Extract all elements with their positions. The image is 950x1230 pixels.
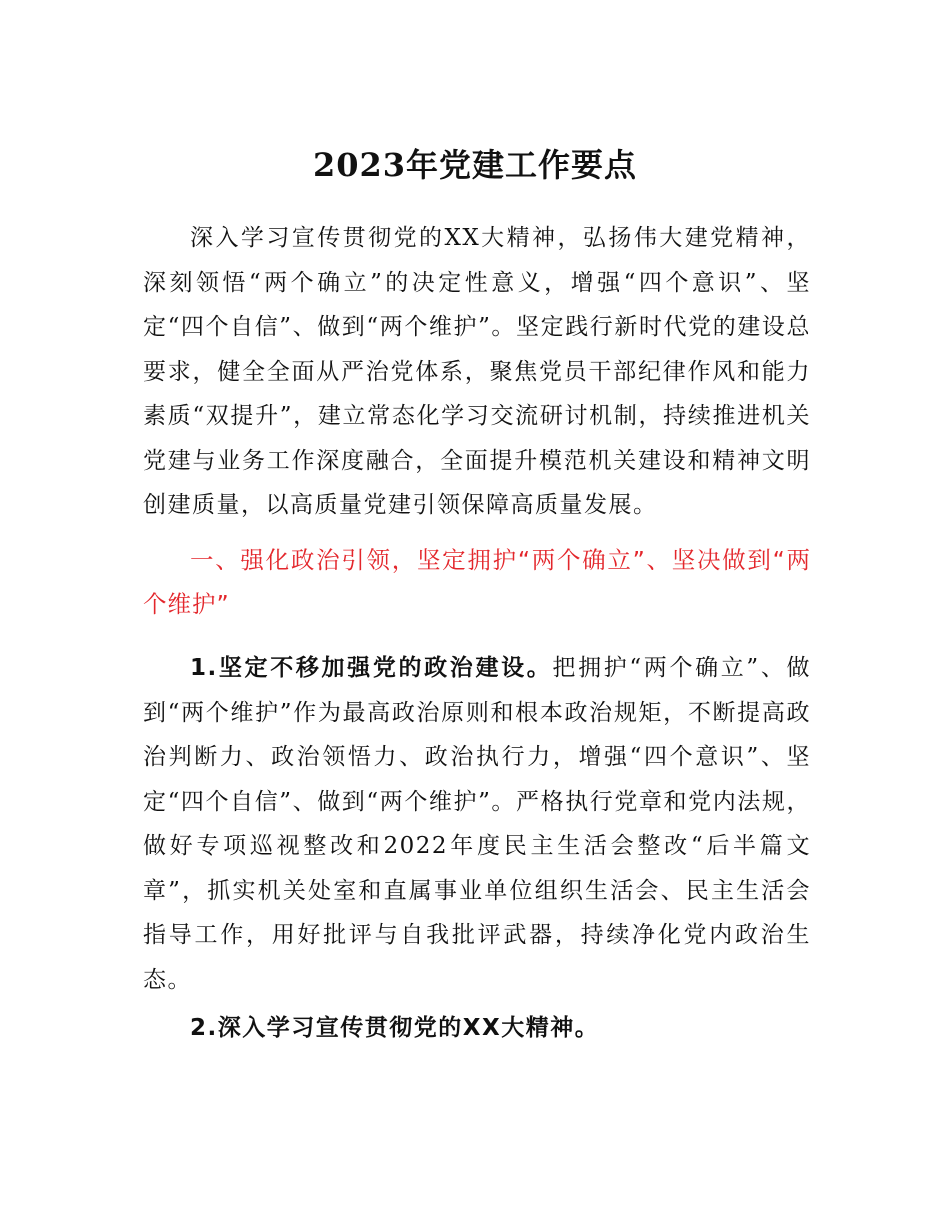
item-2-title: 2.深入学习宣传贯彻党的XX大精神。 — [190, 1015, 600, 1041]
section-heading-1: 一、强化政治引领，坚定拥护“两个确立”、坚决做到“两个维护” — [143, 546, 811, 618]
item-1-title: 1.坚定不移加强党的政治建设。 — [190, 655, 553, 681]
item-2-paragraph — [143, 1006, 811, 1051]
document-title: 2023年党建工作要点 — [312, 146, 638, 184]
item-1-body: 把拥护“两个确立”、做到“两个维护”作为最高政治原则和根本政治规矩，不断提高政治判断力、政治领悟力、政治执行力，增强“四个意识”、坚定“四个自信”、做到“两个维护”。严格执行党章和党内法规，做好专项巡视整改和2022年度民主生活会整改“后半篇文章”，抓实机关处室和直属事业单位组织生活会、民主生活会指导工作，用好批评与自我批评武器，持续净化党内政治生态。 — [143, 655, 811, 993]
item-1-paragraph — [143, 646, 811, 1002]
intro-paragraph: 深入学习宣传贯彻党的XX大精神，弘扬伟大建党精神，深刻领悟“两个确立”的决定性意义，增强“四个意识”、坚定“四个自信”、做到“两个维护”。坚定践行新时代党的建设总要求，健全全面从严治党体系，聚焦党员干部纪律作风和能力素质“双提升”，建立常态化学习交流研讨机制，持续推进机关党建与业务工作深度融合，全面提升模范机关建设和精神文明创建质量，以高质量党建引领保障高质量发展。 — [143, 225, 811, 518]
